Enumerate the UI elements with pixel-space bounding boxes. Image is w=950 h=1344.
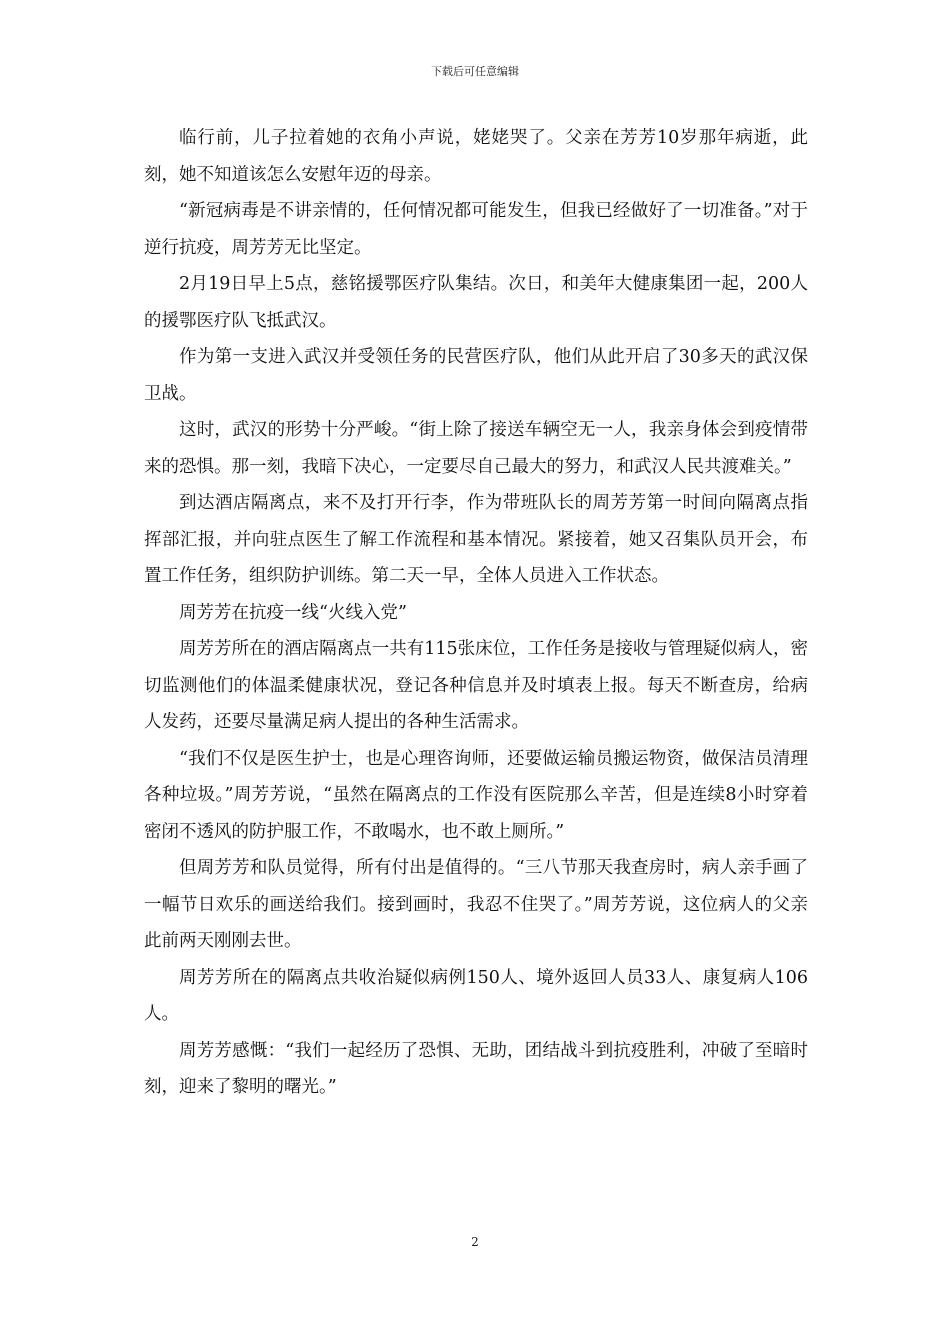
paragraph-1: 临行前，儿子拉着她的衣角小声说，姥姥哭了。父亲在芳芳10岁那年病逝，此刻，她不知道该怎么安慰年迈的母亲。 [144, 128, 808, 185]
paragraph-9: “我们不仅是医生护士，也是心理咨询师，还要做运输员搬运物资，做保洁员清理各种垃圾。”周芳芳说，“虽然在隔离点的工作没有医院那么辛苦，但是连续8小时穿着密闭不透风的防护服工作，不敢喝水，也不敢上厕所。” [144, 748, 808, 842]
page-number: 2 [471, 1235, 479, 1249]
paragraph-5: 这时，武汉的形势十分严峻。“街上除了接送车辆空无一人，我亲身体会到疫情带来的恐惧。那一刻，我暗下决心，一定要尽自己最大的努力，和武汉人民共渡难关。” [144, 420, 808, 477]
document-body [144, 120, 808, 1106]
paragraph-4: 作为第一支进入武汉并受领任务的民营医疗队，他们从此开启了30多天的武汉保卫战。 [144, 347, 808, 404]
paragraph-10: 但周芳芳和队员觉得，所有付出是值得的。“三八节那天我查房时，病人亲手画了一幅节日欢乐的画送给我们。接到画时，我忍不住哭了。”周芳芳说，这位病人的父亲此前两天刚刚去世。 [144, 858, 808, 951]
paragraph-6: 到达酒店隔离点，来不及打开行李，作为带班队长的周芳芳第一时间向隔离点指挥部汇报，并向驻点医生了解工作流程和基本情况。紧接着，她又召集队员开会，布置工作任务，组织防护训练。第二天一早，全体人员进入工作状态。 [144, 493, 808, 586]
paragraph-12: 周芳芳感慨：“我们一起经历了恐惧、无助，团结战斗到抗疫胜利，冲破了至暗时刻，迎来了黎明的曙光。” [144, 1040, 808, 1097]
page-header: 下载后可任意编辑 [431, 65, 519, 78]
paragraph-2: “新冠病毒是不讲亲情的，任何情况都可能发生，但我已经做好了一切准备。”对于逆行抗疫，周芳芳无比坚定。 [144, 201, 808, 258]
paragraph-11: 周芳芳所在的隔离点共收治疑似病例150人、境外返回人员33人、康复病人106人。 [144, 967, 808, 1024]
paragraph-8: 周芳芳所在的酒店隔离点一共有115张床位，工作任务是接收与管理疑似病人，密切监测他们的体温柔健康状况，登记各种信息并及时填表上报。每天不断查房，给病人发药，还要尽量满足病人提出的各种生活需求。 [144, 639, 808, 732]
section-subheading: 周芳芳在抗疫一线“火线入党” [179, 602, 407, 623]
paragraph-3: 2月19日早上5点，慈铭援鄂医疗队集结。次日，和美年大健康集团一起，200人的援鄂医疗队飞抵武汉。 [144, 274, 808, 331]
